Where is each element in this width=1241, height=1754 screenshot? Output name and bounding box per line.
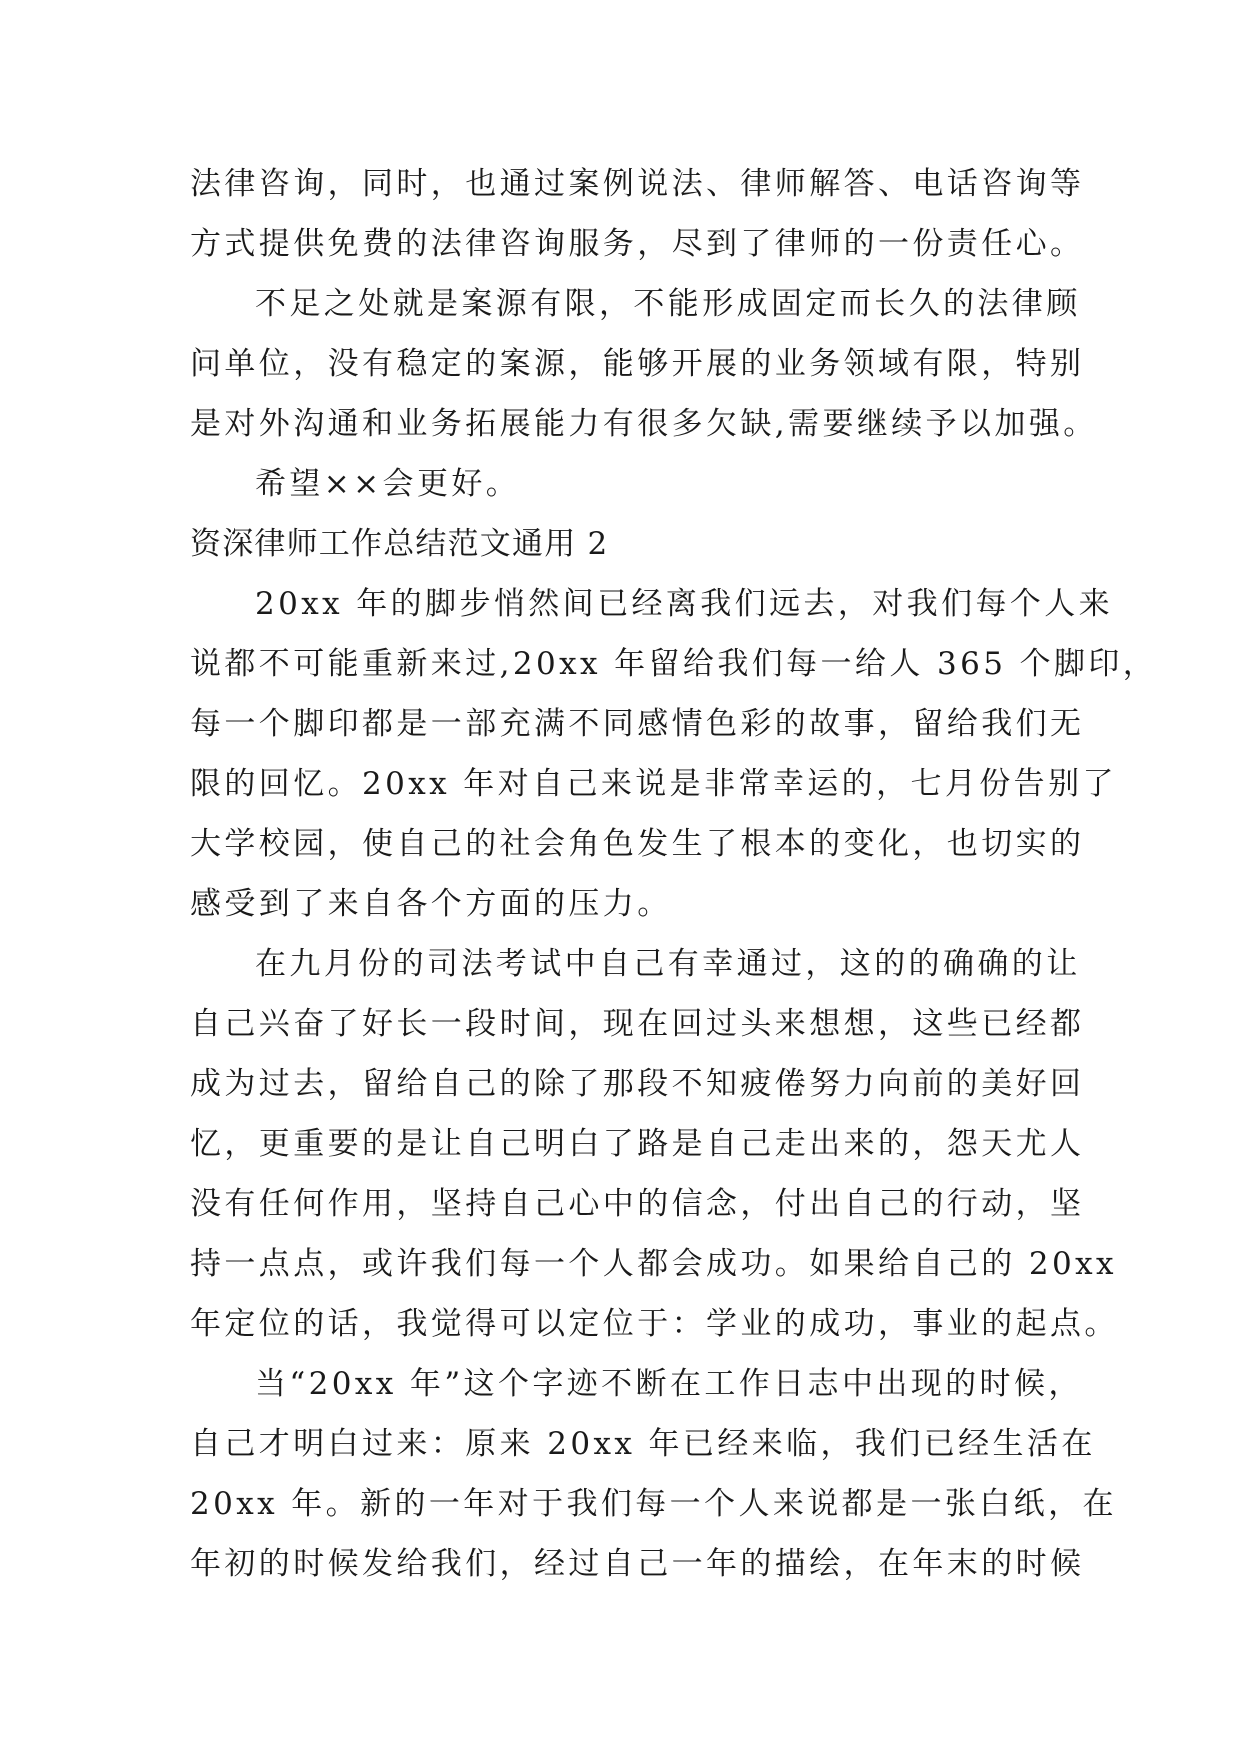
text-line: 年定位的话，我觉得可以定位于：学业的成功，事业的起点。 (190, 1306, 1119, 1342)
text-line: 大学校园，使自己的社会角色发生了根本的变化，也切实的 (190, 826, 1085, 862)
text-line: 自己兴奋了好长一段时间，现在回过头来想想，这些已经都 (190, 1006, 1085, 1042)
text-line: 方式提供免费的法律咨询服务，尽到了律师的一份责任心。 (190, 226, 1085, 262)
text-line: 法律咨询，同时，也通过案例说法、律师解答、电话咨询等 (190, 166, 1085, 202)
text-line: 忆，更重要的是让自己明白了路是自己走出来的，怨天尤人 (190, 1126, 1085, 1162)
text-line: 没有任何作用，坚持自己心中的信念，付出自己的行动，坚 (190, 1186, 1085, 1222)
text-line: 是对外沟通和业务拓展能力有很多欠缺,需要继续予以加强。 (190, 406, 1098, 442)
section-heading: 资深律师工作总结范文通用 2 (190, 526, 609, 562)
text-line: 每一个脚印都是一部充满不同感情色彩的故事，留给我们无 (190, 706, 1085, 742)
text-line: 在九月份的司法考试中自己有幸通过，这的的确确的让 (255, 946, 1081, 982)
text-line: 自己才明白过来：原来 20xx 年已经来临，我们已经生活在 (190, 1426, 1096, 1462)
text-line: 成为过去，留给自己的除了那段不知疲倦努力向前的美好回 (190, 1066, 1085, 1102)
text-line: 20xx 年的脚步悄然间已经离我们远去，对我们每个人来 (255, 586, 1114, 622)
text-line: 当“20xx 年”这个字迹不断在工作日志中出现的时候， (255, 1366, 1083, 1402)
text-line: 20xx 年。新的一年对于我们每一个人来说都是一张白纸，在 (190, 1486, 1117, 1522)
text-line: 希望××会更好。 (255, 466, 521, 502)
text-line: 问单位，没有稳定的案源，能够开展的业务领域有限，特别 (190, 346, 1085, 382)
text-line: 感受到了来自各个方面的压力。 (190, 886, 672, 922)
text-line: 说都不可能重新来过,20xx 年留给我们每一给人 365 个脚印， (190, 646, 1158, 682)
text-line: 不足之处就是案源有限，不能形成固定而长久的法律顾 (255, 286, 1081, 322)
text-line: 限的回忆。20xx 年对自己来说是非常幸运的，七月份告别了 (190, 766, 1117, 802)
text-line: 年初的时候发给我们，经过自己一年的描绘，在年末的时候 (190, 1546, 1085, 1582)
text-line: 持一点点，或许我们每一个人都会成功。如果给自己的 20xx (190, 1246, 1117, 1282)
